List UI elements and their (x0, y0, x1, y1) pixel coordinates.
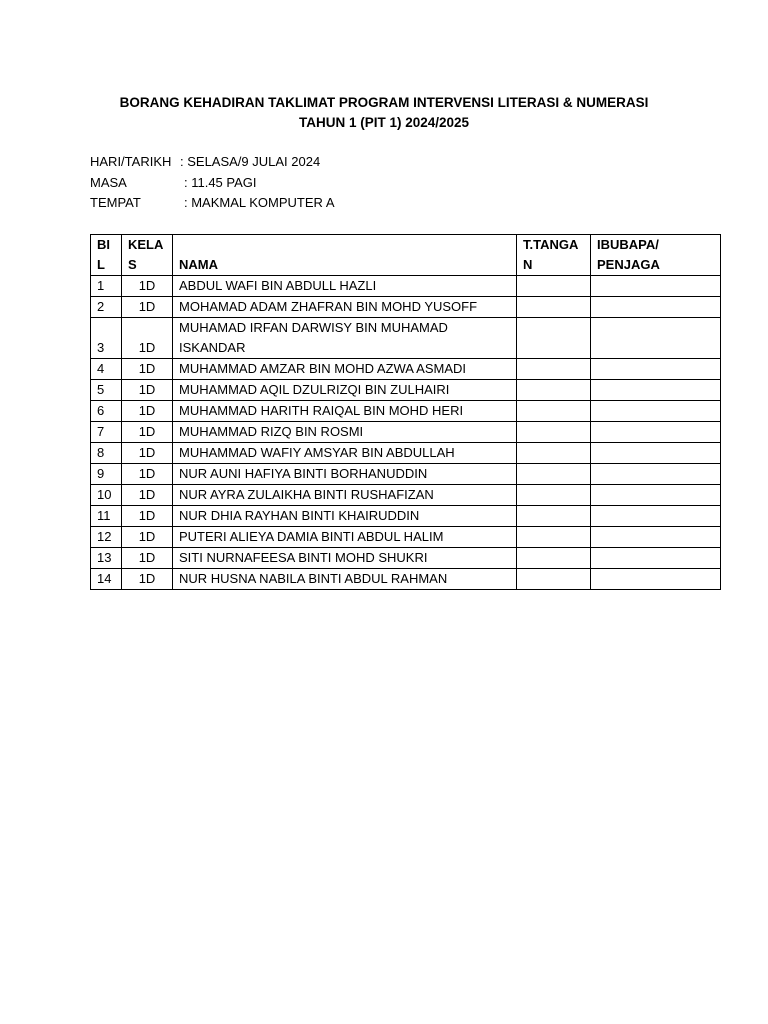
attendance-table (90, 234, 721, 590)
cell-tandatangan[interactable] (517, 359, 591, 380)
cell-ibubapa[interactable] (591, 443, 721, 464)
cell-nama: MUHAMMAD AQIL DZULRIZQI BIN ZULHAIRI (173, 380, 517, 401)
meta-time-row (90, 173, 257, 193)
header-ibubapa: IBUBAPA/ PENJAGA (591, 235, 721, 276)
table-row (91, 359, 721, 380)
cell-nama: MUHAMMAD WAFIY AMSYAR BIN ABDULLAH (173, 443, 517, 464)
cell-nama: MOHAMAD ADAM ZHAFRAN BIN MOHD YUSOFF (173, 297, 517, 318)
cell-kelas: 1D (122, 548, 173, 569)
cell-tandatangan[interactable] (517, 297, 591, 318)
table-row (91, 485, 721, 506)
cell-nama: SITI NURNAFEESA BINTI MOHD SHUKRI (173, 548, 517, 569)
cell-bil: 9 (91, 464, 122, 485)
cell-tandatangan[interactable] (517, 464, 591, 485)
cell-kelas: 1D (122, 485, 173, 506)
cell-nama: NUR DHIA RAYHAN BINTI KHAIRUDDIN (173, 506, 517, 527)
meta-date-row (90, 152, 320, 172)
cell-kelas: 1D (122, 359, 173, 380)
cell-bil: 7 (91, 422, 122, 443)
cell-kelas: 1D (122, 443, 173, 464)
cell-bil: 10 (91, 485, 122, 506)
header-tandatangan: T.TANGAN (517, 235, 591, 276)
cell-ibubapa[interactable] (591, 527, 721, 548)
cell-ibubapa[interactable] (591, 506, 721, 527)
cell-bil: 8 (91, 443, 122, 464)
cell-kelas: 1D (122, 422, 173, 443)
cell-bil: 4 (91, 359, 122, 380)
cell-nama: MUHAMAD IRFAN DARWISY BIN MUHAMAD ISKANDAR (173, 318, 517, 359)
table-body (91, 276, 721, 590)
meta-time-label: MASA (90, 175, 127, 190)
table-row (91, 297, 721, 318)
cell-kelas: 1D (122, 297, 173, 318)
cell-ibubapa[interactable] (591, 359, 721, 380)
cell-ibubapa[interactable] (591, 276, 721, 297)
cell-bil: 14 (91, 569, 122, 590)
cell-nama: NUR HUSNA NABILA BINTI ABDUL RAHMAN (173, 569, 517, 590)
cell-kelas: 1D (122, 569, 173, 590)
cell-tandatangan[interactable] (517, 527, 591, 548)
meta-venue-row (90, 193, 335, 213)
cell-nama: ABDUL WAFI BIN ABDULL HAZLI (173, 276, 517, 297)
cell-tandatangan[interactable] (517, 506, 591, 527)
cell-bil: 11 (91, 506, 122, 527)
table-row (91, 569, 721, 590)
meta-date-value: : SELASA/9 JULAI 2024 (180, 154, 321, 169)
table-row (91, 401, 721, 422)
cell-tandatangan[interactable] (517, 569, 591, 590)
table-row (91, 380, 721, 401)
cell-ibubapa[interactable] (591, 401, 721, 422)
cell-tandatangan[interactable] (517, 401, 591, 422)
table-row (91, 422, 721, 443)
cell-ibubapa[interactable] (591, 422, 721, 443)
cell-kelas: 1D (122, 276, 173, 297)
cell-bil: 5 (91, 380, 122, 401)
cell-ibubapa[interactable] (591, 485, 721, 506)
header-kelas: KELAS (122, 235, 173, 276)
cell-bil: 6 (91, 401, 122, 422)
cell-ibubapa[interactable] (591, 569, 721, 590)
document-subtitle: TAHUN 1 (PIT 1) 2024/2025 (298, 115, 470, 130)
table-row (91, 527, 721, 548)
cell-nama: MUHAMMAD HARITH RAIQAL BIN MOHD HERI (173, 401, 517, 422)
cell-ibubapa[interactable] (591, 464, 721, 485)
cell-nama: NUR AUNI HAFIYA BINTI BORHANUDDIN (173, 464, 517, 485)
cell-bil: 3 (91, 318, 122, 359)
cell-tandatangan[interactable] (517, 380, 591, 401)
document-title: BORANG KEHADIRAN TAKLIMAT PROGRAM INTERVENSI LITERASI & NUMERASI (119, 95, 649, 110)
cell-bil: 2 (91, 297, 122, 318)
cell-ibubapa[interactable] (591, 297, 721, 318)
cell-tandatangan[interactable] (517, 548, 591, 569)
meta-venue-value: : MAKMAL KOMPUTER A (184, 195, 335, 210)
cell-kelas: 1D (122, 318, 173, 359)
meta-time-value: : 11.45 PAGI (184, 175, 257, 190)
cell-nama: MUHAMMAD AMZAR BIN MOHD AZWA ASMADI (173, 359, 517, 380)
cell-tandatangan[interactable] (517, 485, 591, 506)
cell-ibubapa[interactable] (591, 318, 721, 359)
cell-nama: NUR AYRA ZULAIKHA BINTI RUSHAFIZAN (173, 485, 517, 506)
table-row (91, 506, 721, 527)
cell-nama: MUHAMMAD RIZQ BIN ROSMI (173, 422, 517, 443)
header-nama: NAMA (173, 235, 517, 276)
cell-kelas: 1D (122, 401, 173, 422)
cell-kelas: 1D (122, 527, 173, 548)
meta-date-label: HARI/TARIKH (90, 154, 172, 169)
cell-kelas: 1D (122, 380, 173, 401)
table-row (91, 443, 721, 464)
table-row (91, 318, 721, 359)
cell-kelas: 1D (122, 506, 173, 527)
cell-kelas: 1D (122, 464, 173, 485)
table-row (91, 276, 721, 297)
table-header-row (91, 235, 721, 276)
cell-bil: 1 (91, 276, 122, 297)
cell-nama: PUTERI ALIEYA DAMIA BINTI ABDUL HALIM (173, 527, 517, 548)
meta-venue-label: TEMPAT (90, 195, 141, 210)
cell-bil: 12 (91, 527, 122, 548)
cell-tandatangan[interactable] (517, 276, 591, 297)
cell-tandatangan[interactable] (517, 422, 591, 443)
cell-ibubapa[interactable] (591, 380, 721, 401)
cell-tandatangan[interactable] (517, 318, 591, 359)
cell-ibubapa[interactable] (591, 548, 721, 569)
table-row (91, 548, 721, 569)
cell-bil: 13 (91, 548, 122, 569)
cell-tandatangan[interactable] (517, 443, 591, 464)
table-row (91, 464, 721, 485)
header-bil: BIL (91, 235, 122, 276)
